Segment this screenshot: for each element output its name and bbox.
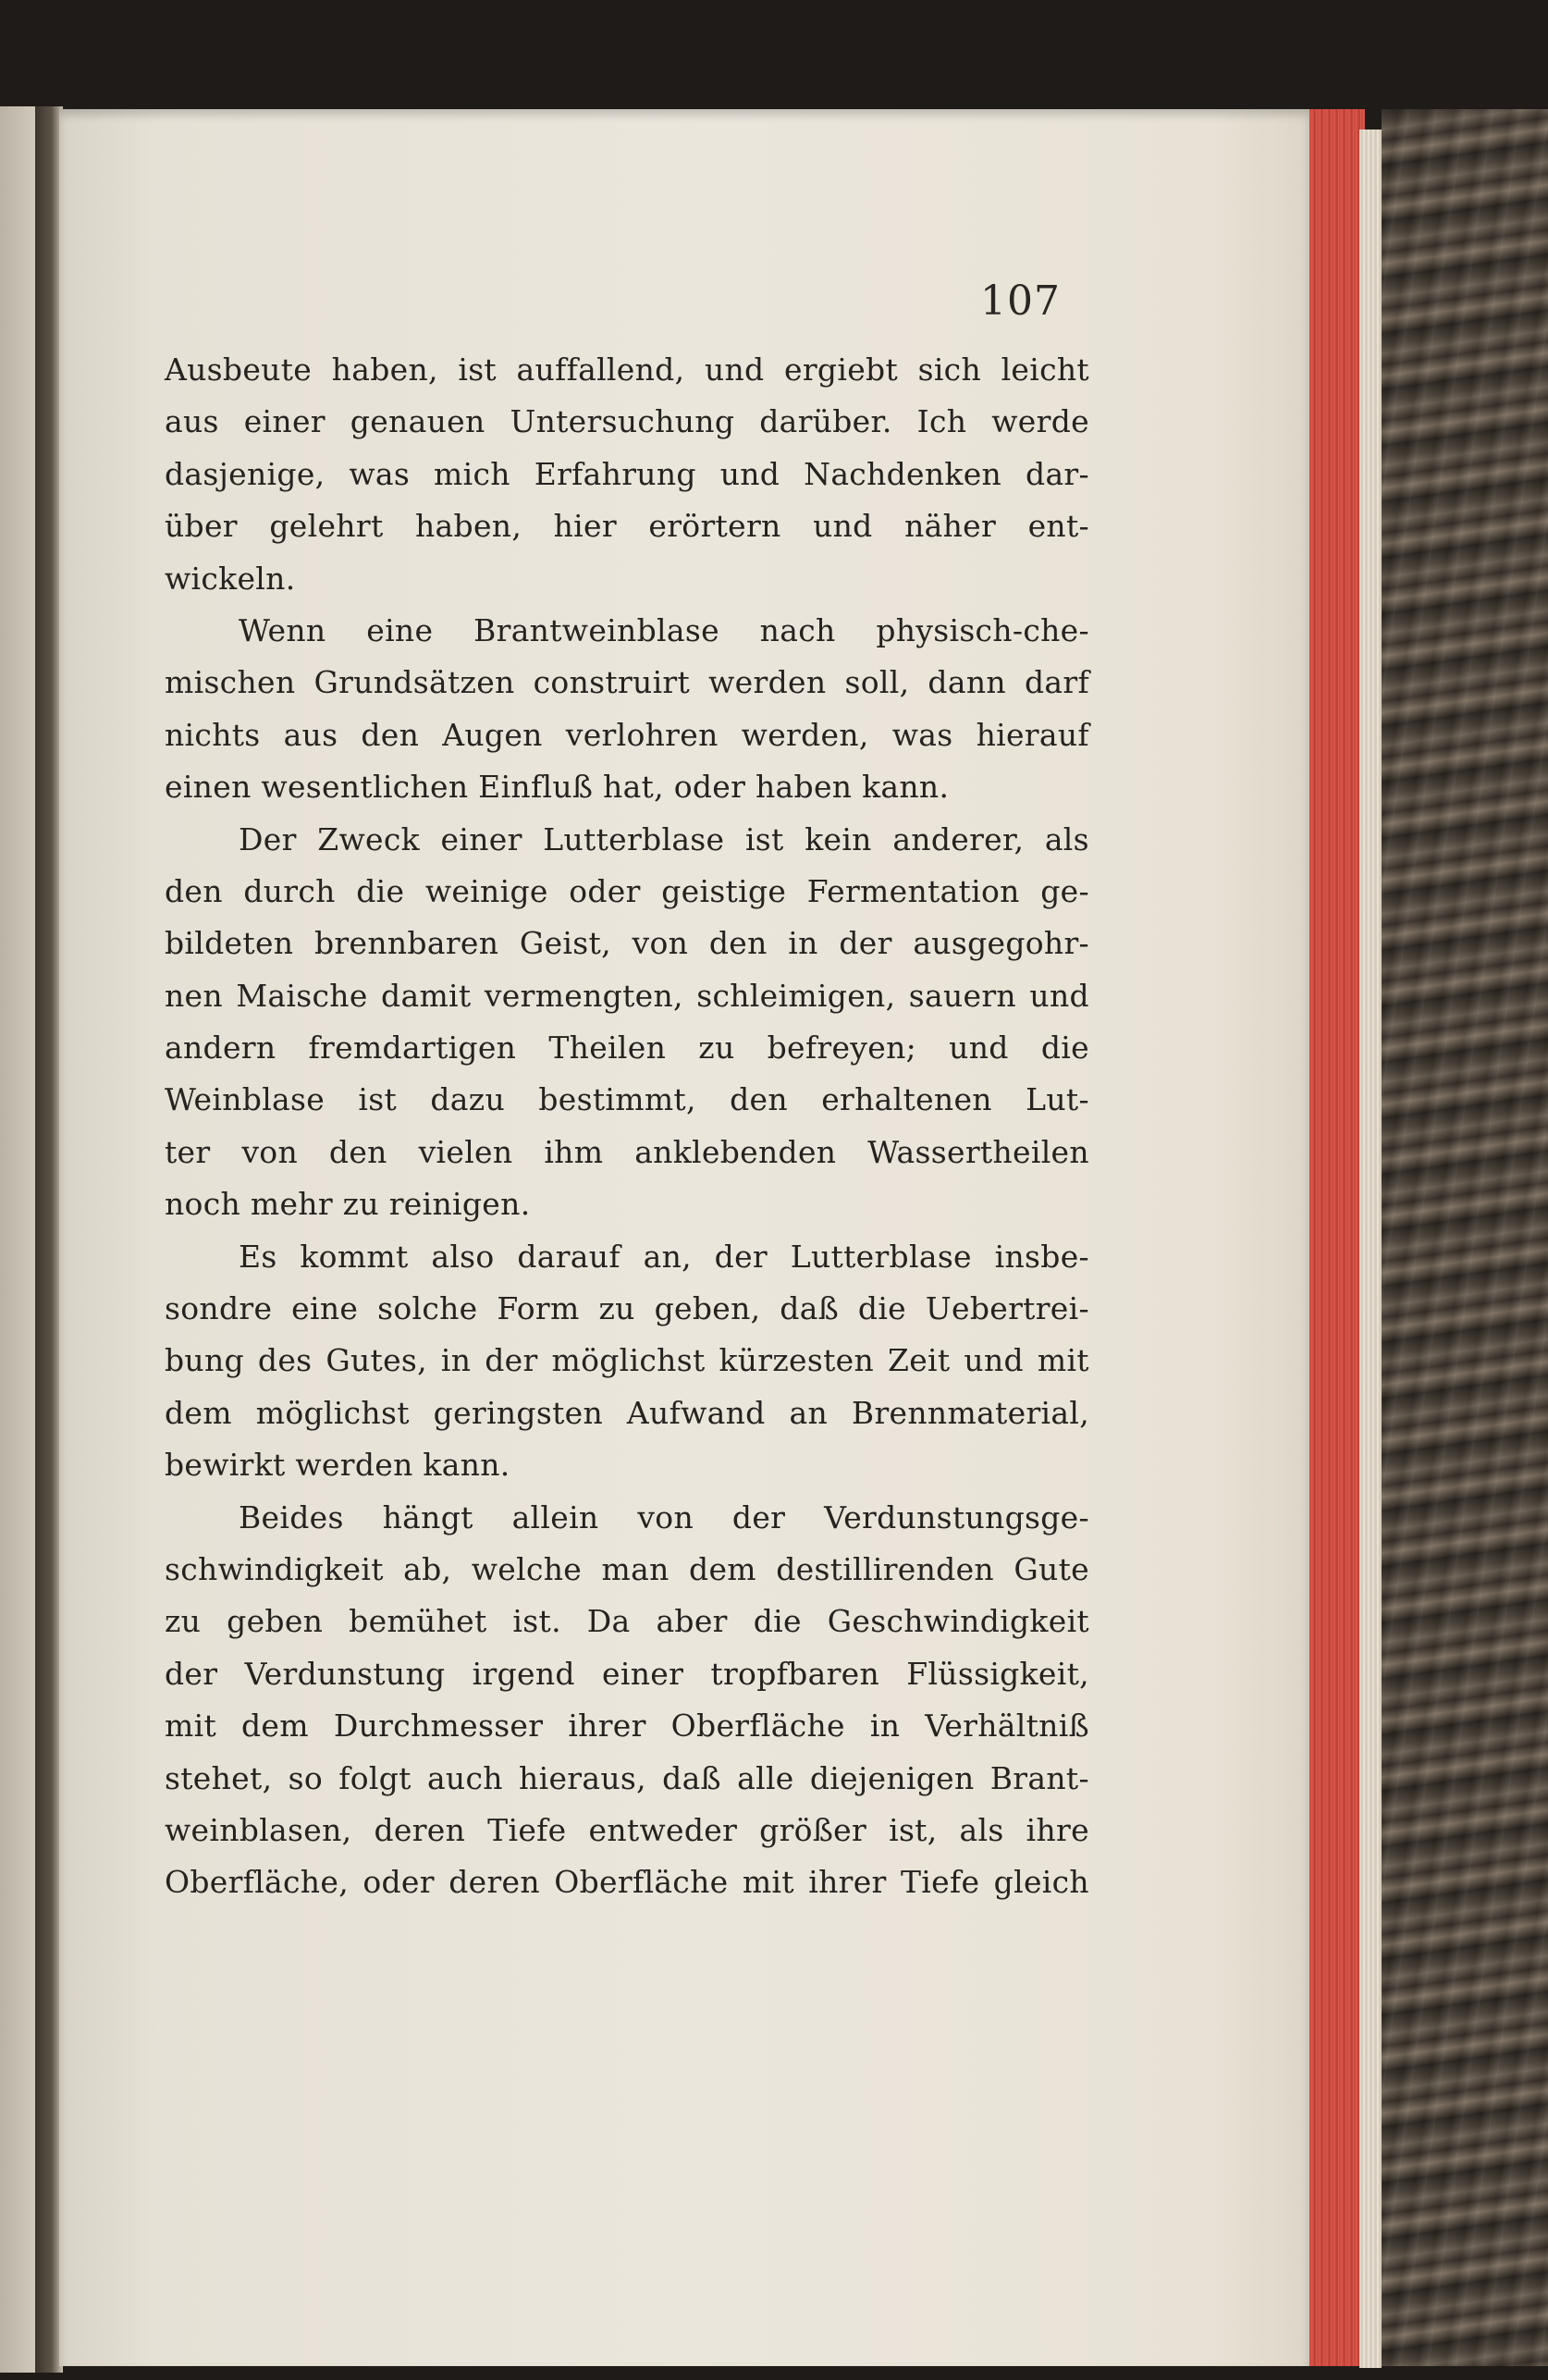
- word: Wenn: [239, 611, 326, 648]
- text-line: [165, 1127, 1089, 1178]
- word: und: [949, 1030, 1009, 1067]
- word: was: [891, 716, 953, 753]
- word: Weinblase: [165, 1081, 326, 1118]
- word: ergiebt: [784, 351, 899, 388]
- text-line: bewirkt werden kann.: [165, 1447, 510, 1484]
- word: Beides: [239, 1498, 344, 1535]
- word: befreyen;: [767, 1030, 917, 1067]
- word: mischen: [165, 664, 296, 701]
- word: Es: [239, 1238, 277, 1275]
- word: geringsten: [433, 1394, 604, 1431]
- word: Brennmaterial,: [851, 1394, 1089, 1431]
- word: aber: [656, 1603, 728, 1640]
- word: dazu: [430, 1081, 506, 1118]
- word: Wassertheilen: [867, 1133, 1089, 1170]
- word: hieraus,: [519, 1759, 646, 1796]
- word: mit: [1037, 1342, 1089, 1379]
- word: größer: [759, 1811, 867, 1848]
- word: hier: [553, 508, 617, 545]
- text-line: [165, 1856, 1089, 1908]
- word: darf: [1025, 664, 1089, 701]
- word: ist: [358, 1081, 398, 1118]
- word: ist.: [512, 1603, 561, 1640]
- word: insbe-: [994, 1238, 1089, 1275]
- word: geben,: [654, 1290, 761, 1327]
- word: was: [349, 455, 411, 492]
- word: als: [1044, 820, 1089, 857]
- word: daß: [780, 1290, 840, 1327]
- word: dem: [689, 1550, 756, 1587]
- word: von: [632, 925, 689, 962]
- word: weinblasen,: [165, 1811, 352, 1848]
- word: den: [328, 1133, 387, 1170]
- text-line: [165, 396, 1089, 448]
- word: und: [964, 1342, 1024, 1379]
- word: dann: [928, 664, 1006, 701]
- word: gleich: [993, 1864, 1089, 1901]
- word: Grundsätzen: [313, 664, 515, 701]
- word: aus: [165, 403, 219, 440]
- word: Gutes,: [326, 1342, 427, 1379]
- word: vielen: [418, 1133, 513, 1170]
- word: auffallend,: [516, 351, 685, 388]
- text-line: [165, 814, 1089, 866]
- word: sondre: [165, 1290, 273, 1327]
- word: mit: [742, 1864, 794, 1901]
- text-line: [165, 1231, 1089, 1283]
- text-line: [165, 1283, 1089, 1335]
- word: Brantweinblase: [473, 611, 719, 648]
- word: hierauf: [976, 716, 1089, 753]
- word: Oberfläche: [670, 1708, 845, 1745]
- word: Geschwindigkeit: [827, 1603, 1089, 1640]
- text-line: [165, 657, 1089, 709]
- word: brennbaren: [313, 925, 499, 962]
- word: Uebertrei-: [925, 1290, 1089, 1327]
- word: Tiefe: [900, 1864, 980, 1901]
- word: construirt: [533, 664, 691, 701]
- word: verlohren: [565, 716, 719, 753]
- word: diejenigen: [809, 1759, 975, 1796]
- text-line: [165, 1596, 1089, 1647]
- word: ist: [458, 351, 497, 388]
- word: Oberfläche,: [165, 1864, 349, 1901]
- text-line: [165, 1648, 1089, 1700]
- word: über: [165, 508, 238, 545]
- word: eine: [291, 1290, 359, 1327]
- word: oder: [569, 872, 641, 909]
- word: und: [704, 351, 765, 388]
- word: entweder: [588, 1811, 738, 1848]
- body-text: [165, 344, 1089, 1909]
- word: kein: [805, 820, 872, 857]
- word: Brant-: [989, 1759, 1089, 1796]
- word: aus: [283, 716, 338, 753]
- word: auch: [426, 1759, 503, 1796]
- text-line: [165, 1492, 1089, 1544]
- text-line: [165, 1022, 1089, 1074]
- text-line: [165, 1074, 1089, 1126]
- word: nen: [165, 977, 223, 1014]
- text-line: [165, 1387, 1089, 1439]
- word: damit: [381, 977, 472, 1014]
- word: Tiefe: [487, 1811, 567, 1848]
- word: ist,: [889, 1811, 938, 1848]
- word: ab,: [403, 1550, 452, 1587]
- word: kommt: [300, 1238, 409, 1275]
- word: irgend: [472, 1655, 575, 1692]
- word: werde: [991, 403, 1089, 440]
- word: daß: [662, 1759, 721, 1796]
- text-line: noch mehr zu reinigen.: [165, 1186, 531, 1223]
- word: des: [257, 1342, 313, 1379]
- word: deren: [448, 1864, 540, 1901]
- word: sich: [917, 351, 982, 388]
- word: die: [1040, 1030, 1089, 1067]
- word: Nachdenken: [804, 455, 1002, 492]
- word: ge-: [1040, 872, 1089, 909]
- word: einer: [602, 1655, 684, 1692]
- word: näher: [904, 508, 997, 545]
- word: anklebenden: [634, 1133, 837, 1170]
- word: dasjenige,: [165, 455, 326, 492]
- word: Durchmesser: [333, 1708, 544, 1745]
- word: destillirenden: [776, 1550, 994, 1587]
- word: weinige: [424, 872, 548, 909]
- page-number: 107: [980, 277, 1061, 325]
- word: als: [959, 1811, 1004, 1848]
- word: gelehrt: [269, 508, 384, 545]
- word: Oberfläche: [554, 1864, 729, 1901]
- word: Maische: [236, 977, 368, 1014]
- word: tropfbaren: [710, 1655, 880, 1692]
- word: Da: [586, 1603, 631, 1640]
- word: Untersuchung: [510, 403, 735, 440]
- word: Ich: [916, 403, 967, 440]
- word: haben,: [415, 508, 522, 545]
- word: ihrer: [568, 1708, 646, 1745]
- word: die: [753, 1603, 802, 1640]
- word: Form: [497, 1290, 580, 1327]
- word: an: [789, 1394, 829, 1431]
- word: physisch-che-: [876, 611, 1089, 648]
- word: von: [637, 1498, 694, 1535]
- word: Lutterblase: [543, 820, 725, 857]
- text-line: [165, 1544, 1089, 1596]
- word: und: [813, 508, 873, 545]
- word: in: [869, 1708, 901, 1745]
- text-line: [165, 970, 1089, 1022]
- word: möglichst: [551, 1342, 706, 1379]
- word: Fermentation: [806, 872, 1020, 909]
- word: bemühet: [349, 1603, 487, 1640]
- word: Zweck: [317, 820, 420, 857]
- word: zu: [698, 1030, 735, 1067]
- word: von: [241, 1133, 299, 1170]
- text-line: [165, 1753, 1089, 1805]
- word: Verdunstungsge-: [824, 1498, 1089, 1535]
- word: zu: [165, 1603, 202, 1640]
- word: an,: [643, 1238, 692, 1275]
- word: Augen: [442, 716, 543, 753]
- text-line: [165, 709, 1089, 761]
- word: einer: [440, 820, 522, 857]
- word: durch: [243, 872, 336, 909]
- word: allein: [511, 1498, 599, 1535]
- word: kürzesten: [719, 1342, 875, 1379]
- word: anderer,: [892, 820, 1025, 857]
- word: stehet,: [165, 1759, 273, 1796]
- word: der: [485, 1342, 538, 1379]
- word: man: [601, 1550, 670, 1587]
- word: ter: [165, 1133, 211, 1170]
- word: solche: [377, 1290, 478, 1327]
- word: geben: [227, 1603, 324, 1640]
- word: so: [288, 1759, 323, 1796]
- word: Flüssigkeit,: [906, 1655, 1089, 1692]
- text-line: [165, 605, 1089, 657]
- text-line: [165, 918, 1089, 969]
- word: mit: [165, 1708, 217, 1745]
- text-line: wickeln.: [165, 560, 296, 597]
- word: Aufwand: [626, 1394, 766, 1431]
- page-block-edge: [1359, 129, 1382, 2368]
- word: hängt: [382, 1498, 473, 1535]
- word: nichts: [165, 716, 261, 753]
- word: vermengten,: [484, 977, 683, 1014]
- word: also: [431, 1238, 495, 1275]
- word: in: [788, 925, 818, 962]
- word: Verhältniß: [925, 1708, 1089, 1745]
- word: oder: [362, 1864, 435, 1901]
- word: zu: [598, 1290, 635, 1327]
- word: darüber.: [759, 403, 892, 440]
- word: bildeten: [165, 925, 294, 962]
- word: den: [708, 925, 768, 962]
- word: folgt: [338, 1759, 412, 1796]
- word: genauen: [350, 403, 485, 440]
- word: ist: [744, 820, 784, 857]
- word: und: [719, 455, 780, 492]
- word: in: [440, 1342, 472, 1379]
- word: Der: [239, 820, 297, 857]
- word: haben,: [331, 351, 438, 388]
- word: ihre: [1026, 1811, 1089, 1848]
- word: eine: [366, 611, 434, 648]
- word: der: [839, 925, 892, 962]
- word: geistige: [661, 872, 787, 909]
- word: soll,: [844, 664, 910, 701]
- word: Lut-: [1026, 1081, 1089, 1118]
- word: fremdartigen: [308, 1030, 517, 1067]
- text-line: [165, 866, 1089, 918]
- word: den: [165, 872, 223, 909]
- word: erhaltenen: [821, 1081, 992, 1118]
- text-line: [165, 1805, 1089, 1856]
- word: schwindigkeit: [165, 1550, 384, 1587]
- word: leicht: [1001, 351, 1089, 388]
- word: deren: [374, 1811, 466, 1848]
- word: der: [714, 1238, 768, 1275]
- word: ihm: [544, 1133, 604, 1170]
- cover-texture: [1382, 109, 1548, 2366]
- word: andern: [165, 1030, 276, 1067]
- word: dem: [165, 1394, 232, 1431]
- word: Theilen: [548, 1030, 667, 1067]
- word: die: [356, 872, 405, 909]
- word: der: [731, 1498, 786, 1535]
- text-line: [165, 449, 1089, 500]
- word: dem: [240, 1708, 309, 1745]
- word: sauern: [908, 977, 1016, 1014]
- word: dar-: [1026, 455, 1089, 492]
- word: ausgegohr-: [913, 925, 1089, 962]
- word: schleimigen,: [696, 977, 896, 1014]
- word: Lutterblase: [790, 1238, 972, 1275]
- word: möglichst: [255, 1394, 410, 1431]
- word: welche: [471, 1550, 583, 1587]
- word: ihrer: [808, 1864, 887, 1901]
- word: werden,: [741, 716, 869, 753]
- word: bung: [165, 1342, 244, 1379]
- text-line: [165, 1700, 1089, 1752]
- word: Erfahrung: [534, 455, 696, 492]
- word: der: [165, 1655, 218, 1692]
- word: Zeit: [887, 1342, 951, 1379]
- word: alle: [737, 1759, 794, 1796]
- word: bestimmt,: [538, 1081, 696, 1118]
- word: die: [857, 1290, 907, 1327]
- word: den: [361, 716, 420, 753]
- word: werden: [708, 664, 827, 701]
- word: Ausbeute: [165, 351, 313, 388]
- word: mich: [434, 455, 510, 492]
- text-line: [165, 500, 1089, 552]
- word: Gute: [1014, 1550, 1089, 1587]
- word: ent-: [1027, 508, 1089, 545]
- text-line: [165, 1335, 1089, 1387]
- text-line: [165, 344, 1089, 396]
- word: Geist,: [519, 925, 611, 962]
- red-page-edges: [1309, 109, 1365, 2366]
- word: nach: [759, 611, 836, 648]
- text-line: einen wesentlichen Einfluß hat, oder haben kann.: [165, 769, 950, 806]
- word: einer: [243, 403, 326, 440]
- word: und: [1029, 977, 1089, 1014]
- word: Verdunstung: [244, 1655, 446, 1692]
- word: darauf: [517, 1238, 620, 1275]
- word: den: [730, 1081, 788, 1118]
- word: erörtern: [648, 508, 781, 545]
